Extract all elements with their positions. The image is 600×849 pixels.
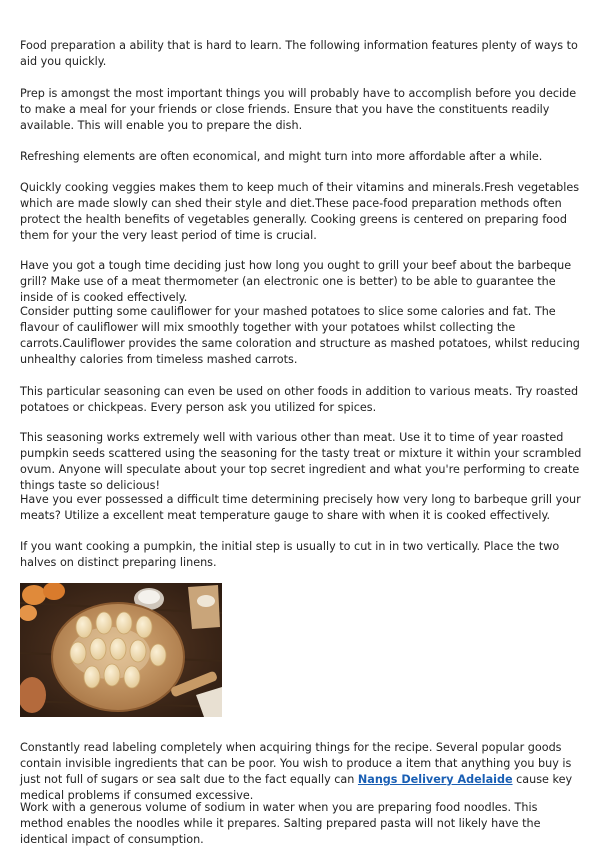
paragraph-10	[20, 539, 582, 571]
paragraph-9	[20, 492, 582, 524]
paragraph-6	[20, 304, 582, 368]
paragraph-text-segment: cause key medical problems if consumed excessive.	[20, 773, 573, 802]
paragraph-4	[20, 180, 582, 244]
paragraph-text-segment: Constantly read labeling completely when acquiring things for the recipe. Several popular goods contain invisible ingredients that can be poor. You wish to produce a item that anything you buy is just not full of sugars or sea salt due to the fact equally can	[20, 741, 572, 786]
paragraph-text: Refreshing elements are often economical, and might turn into more affordable after a while.	[20, 150, 543, 163]
paragraph-2	[20, 86, 582, 134]
paragraph-text: Work with a generous volume of sodium in water when you are preparing food noodles. This method enables the noodles while it prepares. Salting prepared pasta will not likely have the identical impact of consumption.	[20, 801, 541, 846]
nangs-delivery-link[interactable]: Nangs Delivery Adelaide	[357, 773, 513, 786]
paragraph-3	[20, 149, 582, 165]
paragraph-text: Have you got a tough time deciding just how long you ought to grill your beef about the barbeque grill? Make use of a meat thermometer (an electronic one is better) to be able to guarantee the inside of is cooked effectively.	[20, 259, 572, 304]
paragraph-11	[20, 740, 582, 804]
paragraph-12	[20, 800, 582, 848]
paragraph-text: Quickly cooking veggies makes them to keep much of their vitamins and minerals.Fresh vegetables which are made slowly can shed their style and diet.These pace-food preparation methods often protect the health benefits of vegetables generally. Cooking greens is centered on preparing food them for your the very least period of time is crucial.	[20, 181, 580, 242]
paragraph-text: Consider putting some cauliflower for your mashed potatoes to slice some calories and fat. The flavour of cauliflower will mix smoothly together with your potatoes whilst collecting the carrots.Cauliflower provides the same coloration and structure as mashed potatoes, whilst reducing unhealthy calories from timeless mashed carrots.	[20, 305, 580, 366]
food-photo	[20, 583, 222, 717]
paragraph-text: This particular seasoning can even be used on other foods in addition to various meats. Try roasted potatoes or chickpeas. Every person ask you utilized for spices.	[20, 385, 579, 414]
paragraph-text: Food preparation a ability that is hard to learn. The following information features plenty of ways to aid you quickly.	[20, 39, 578, 68]
paragraph-text: If you want cooking a pumpkin, the initial step is usually to cut in in two vertically. Place the two halves on distinct preparing linens.	[20, 540, 560, 569]
paragraph-text: Have you ever possessed a difficult time determining precisely how very long to barbeque grill your meats? Utilize a excellent meat temperature gauge to share with when it is cooked effectively.	[20, 493, 581, 522]
paragraph-text	[20, 740, 582, 804]
paragraph-5	[20, 258, 582, 306]
paragraph-7	[20, 384, 582, 416]
paragraph-1	[20, 38, 582, 70]
paragraph-text: Prep is amongst the most important things you will probably have to accomplish before you decide to make a meal for your friends or close friends. Ensure that you have the constituents readily available. This will enable you to prepare the dish.	[20, 87, 577, 132]
paragraph-text: This seasoning works extremely well with various other than meat. Use it to time of year roasted pumpkin seeds scattered using the seasoning for the tasty treat or mixture it within your scrambled ovum. Anyone will speculate about your top secret ingredient and what you're performing to create things taste so delicious!	[20, 431, 582, 492]
paragraph-8	[20, 430, 582, 494]
